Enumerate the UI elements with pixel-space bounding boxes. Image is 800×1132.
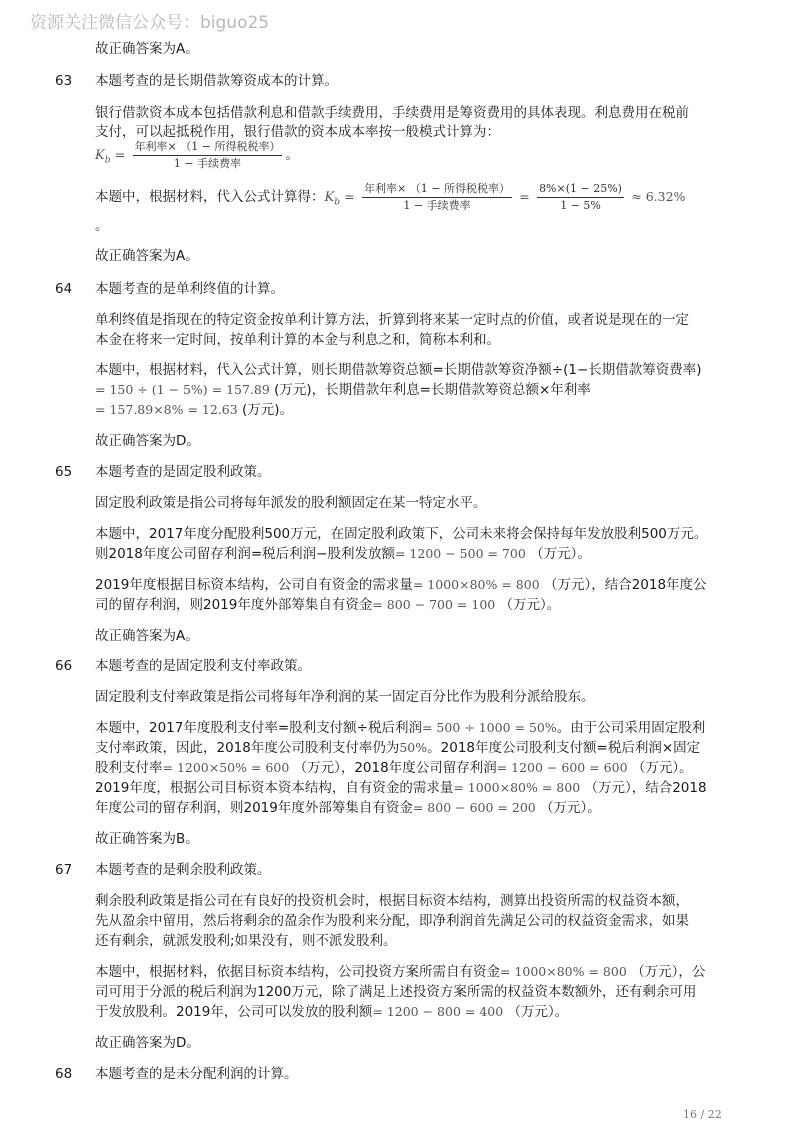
q65-text-2: （万元）。 bbox=[525, 546, 591, 562]
q65-math-3: = 800 − 700 = 100 bbox=[372, 597, 496, 612]
answer-63: 故正确答案为A。 bbox=[95, 248, 199, 264]
q65-text-5: 司的留存利润，则2019年度外部筹集自有资金 bbox=[95, 597, 373, 613]
q66-calc-line-5 bbox=[95, 797, 601, 819]
q67-calc-line-3 bbox=[95, 1001, 568, 1023]
answer-66: 故正确答案为B。 bbox=[95, 831, 199, 847]
formula-period: 。 bbox=[285, 147, 299, 163]
question-title-63: 本题考查的是长期借款筹资成本的计算。 bbox=[95, 73, 338, 89]
q65-calc-line-4 bbox=[95, 594, 560, 616]
question-number-67: 67 bbox=[55, 862, 73, 878]
calc-approx-result: ≈ 6.32% bbox=[631, 189, 686, 204]
q67-text-1: 本题中，根据材料，依据目标资本结构，公司投资方案所需自有资金 bbox=[95, 964, 500, 980]
q64-calc-line-3 bbox=[95, 399, 293, 421]
q64-calc-line-2 bbox=[95, 379, 591, 401]
question-title-68: 本题考查的是未分配利润的计算。 bbox=[95, 1066, 298, 1082]
q63-calculation bbox=[95, 180, 685, 220]
q66-calc-line-3 bbox=[95, 757, 693, 779]
q66-math-4: = 1200 − 600 = 600 bbox=[496, 760, 628, 775]
formula-numerator: 年利率× （1 − 所得税税率） bbox=[133, 139, 283, 156]
calc-k-sub: b bbox=[334, 197, 340, 208]
question-number-64: 64 bbox=[55, 281, 73, 297]
calc-fraction-1 bbox=[362, 181, 512, 214]
q63-calc-prefix: 本题中，根据材料，代入公式计算得： bbox=[95, 189, 325, 205]
q64-math-2: = 157.89×8% = 12.63 bbox=[95, 402, 238, 417]
q64-text-2: (万元)。 bbox=[237, 402, 294, 418]
q63-para-line-2: 支付，可以起抵税作用，银行借款的资本成本率按一般模式计算为： bbox=[95, 124, 500, 140]
question-title-66: 本题考查的是固定股利支付率政策。 bbox=[95, 658, 311, 674]
watermark-text: 资源关注微信公众号：biguo25 bbox=[30, 13, 270, 33]
q67-text-4: （万元）。 bbox=[503, 1004, 569, 1020]
q66-text-1: 本题中，2017年度股利支付率=股利支付额÷税后利润 bbox=[95, 720, 422, 736]
q63-end-period: 。 bbox=[95, 218, 109, 234]
question-title-64: 本题考查的是单利终值的计算。 bbox=[95, 281, 284, 297]
question-number-68: 68 bbox=[55, 1066, 73, 1082]
calc-fraction-2-den: 1 − 5% bbox=[560, 198, 601, 212]
formula-k-sub: b bbox=[104, 155, 111, 166]
q66-calc-line-2 bbox=[95, 737, 700, 759]
q67-calc-line-2: 司可用于分派的税后利润为1200万元，除了满足上述投资方案所需的权益资本数额外，还有剩余可用 bbox=[95, 984, 697, 1000]
question-number-63: 63 bbox=[55, 73, 73, 89]
calc-equals-1: = bbox=[344, 189, 355, 204]
formula-fraction bbox=[133, 139, 283, 172]
question-title-65: 本题考查的是固定股利政策。 bbox=[95, 464, 271, 480]
question-number-65: 65 bbox=[55, 464, 73, 480]
q67-text-2: （万元），公 bbox=[626, 964, 706, 980]
q65-calc-line-1: 本题中，2017年度分配股利500万元，在固定股利政策下，公司未来将会保持每年发放股利500万元。 bbox=[95, 526, 708, 542]
calc-equals-2: = bbox=[519, 189, 530, 204]
q66-math-1: = 500 ÷ 1000 = 50% bbox=[421, 720, 557, 735]
q67-calc-line-1 bbox=[95, 961, 705, 983]
q66-math-2: 50% bbox=[399, 740, 428, 755]
q67-text-3: 于发放股利。2019年，公司可以发放的股利额 bbox=[95, 1004, 373, 1020]
formula-k: K bbox=[95, 148, 105, 163]
q67-para-line-2: 先从盈余中留用，然后将剩余的盈余作为股利来分配，即净利润首先满足公司的权益资金需求，如果 bbox=[95, 913, 689, 929]
q65-calc-line-3 bbox=[95, 574, 707, 596]
q63-formula bbox=[95, 138, 299, 178]
q66-math-5: = 1000×80% = 800 bbox=[453, 780, 581, 795]
answer-67: 故正确答案为D。 bbox=[95, 1035, 200, 1051]
q66-math-6: = 800 − 600 = 200 bbox=[412, 800, 536, 815]
answer-65: 故正确答案为A。 bbox=[95, 628, 199, 644]
q65-math-1: = 1200 − 500 = 700 bbox=[394, 546, 526, 561]
question-title-67: 本题考查的是剩余股利政策。 bbox=[95, 862, 271, 878]
q64-para-line-2: 本金在将来一定时间，按单利计算的本金与利息之和，简称本利和。 bbox=[95, 332, 500, 348]
q64-calc-line-1: 本题中，根据材料，代入公式计算，则长期借款筹资总额=长期借款筹资净额÷(1−长期借款筹资费率) bbox=[95, 362, 702, 378]
page-indicator: 16 / 22 bbox=[683, 1108, 722, 1121]
q65-text-3: 2019年度根据目标资本结构，公司自有资金的需求量 bbox=[95, 577, 413, 593]
answer-62: 故正确答案为A。 bbox=[95, 41, 199, 57]
q66-text-8: 2019年度，根据公司目标资本资本结构，自有资金的需求量 bbox=[95, 780, 454, 796]
calc-fraction-2-num: 8%×(1 − 25%) bbox=[537, 181, 624, 198]
q66-text-11: （万元）。 bbox=[535, 800, 601, 816]
answer-64: 故正确答案为D。 bbox=[95, 433, 200, 449]
q65-text-6: （万元）。 bbox=[495, 597, 561, 613]
calc-fraction-1-den: 1 − 手续费率 bbox=[403, 198, 471, 212]
q65-para-line-1: 固定股利政策是指公司将每年派发的股利额固定在某一特定水平。 bbox=[95, 495, 487, 511]
q65-calc-line-2 bbox=[95, 543, 591, 565]
q66-text-5: 股利支付率 bbox=[95, 760, 163, 776]
q66-math-3: = 1200×50% = 600 bbox=[162, 760, 290, 775]
q66-text-2: 。由于公司采用固定股利 bbox=[556, 720, 706, 736]
q66-calc-line-4 bbox=[95, 777, 707, 799]
q66-text-6: （万元），2018年度公司留存利润 bbox=[289, 760, 497, 776]
q66-calc-line-1 bbox=[95, 717, 705, 739]
formula-equals: = bbox=[114, 147, 126, 162]
q66-text-9: （万元），结合2018 bbox=[580, 780, 707, 796]
question-number-66: 66 bbox=[55, 658, 73, 674]
q65-text-1: 则2018年度公司留存利润=税后利润−股利发放额 bbox=[95, 546, 395, 562]
calc-fraction-2 bbox=[537, 181, 624, 214]
q67-math-2: = 1200 − 800 = 400 bbox=[372, 1004, 504, 1019]
calc-fraction-1-num: 年利率× （1 − 所得税税率） bbox=[362, 181, 512, 198]
q66-para-line-1: 固定股利支付率政策是指公司将每年净利润的某一固定百分比作为股利分派给股东。 bbox=[95, 689, 595, 705]
formula-denominator: 1 − 手续费率 bbox=[173, 156, 242, 170]
q63-para-line-1: 银行借款资本成本包括借款利息和借款手续费用，手续费用是筹资费用的具体表现。利息费用在税前 bbox=[95, 105, 689, 121]
q64-math-1: = 150 ÷ (1 − 5%) = 157.89 bbox=[95, 382, 270, 397]
q65-text-4: （万元），结合2018年度公 bbox=[539, 577, 707, 593]
q66-text-7: （万元）。 bbox=[627, 760, 693, 776]
q66-text-4: 。2018年度公司股利支付额=税后利润×固定 bbox=[427, 740, 701, 756]
q64-text-1: (万元)，长期借款年利息=长期借款筹资总额×年利率 bbox=[269, 382, 591, 398]
q67-para-line-1: 剩余股利政策是指公司在有良好的投资机会时，根据目标资本结构，测算出投资所需的权益资本额， bbox=[95, 893, 689, 909]
q64-para-line-1: 单利终值是指现在的特定资金按单利计算方法，折算到将来某一定时点的价值，或者说是现在的一定 bbox=[95, 312, 689, 328]
q67-para-line-3: 还有剩余，就派发股利;如果没有，则不派发股利。 bbox=[95, 933, 397, 949]
q65-math-2: = 1000×80% = 800 bbox=[412, 577, 540, 592]
q66-text-10: 年度公司的留存利润，则2019年度外部筹集自有资金 bbox=[95, 800, 413, 816]
q67-math-1: = 1000×80% = 800 bbox=[500, 964, 627, 979]
q66-text-3: 支付率政策，因此，2018年度公司股利支付率仍为 bbox=[95, 740, 400, 756]
calc-k: K bbox=[324, 190, 335, 205]
